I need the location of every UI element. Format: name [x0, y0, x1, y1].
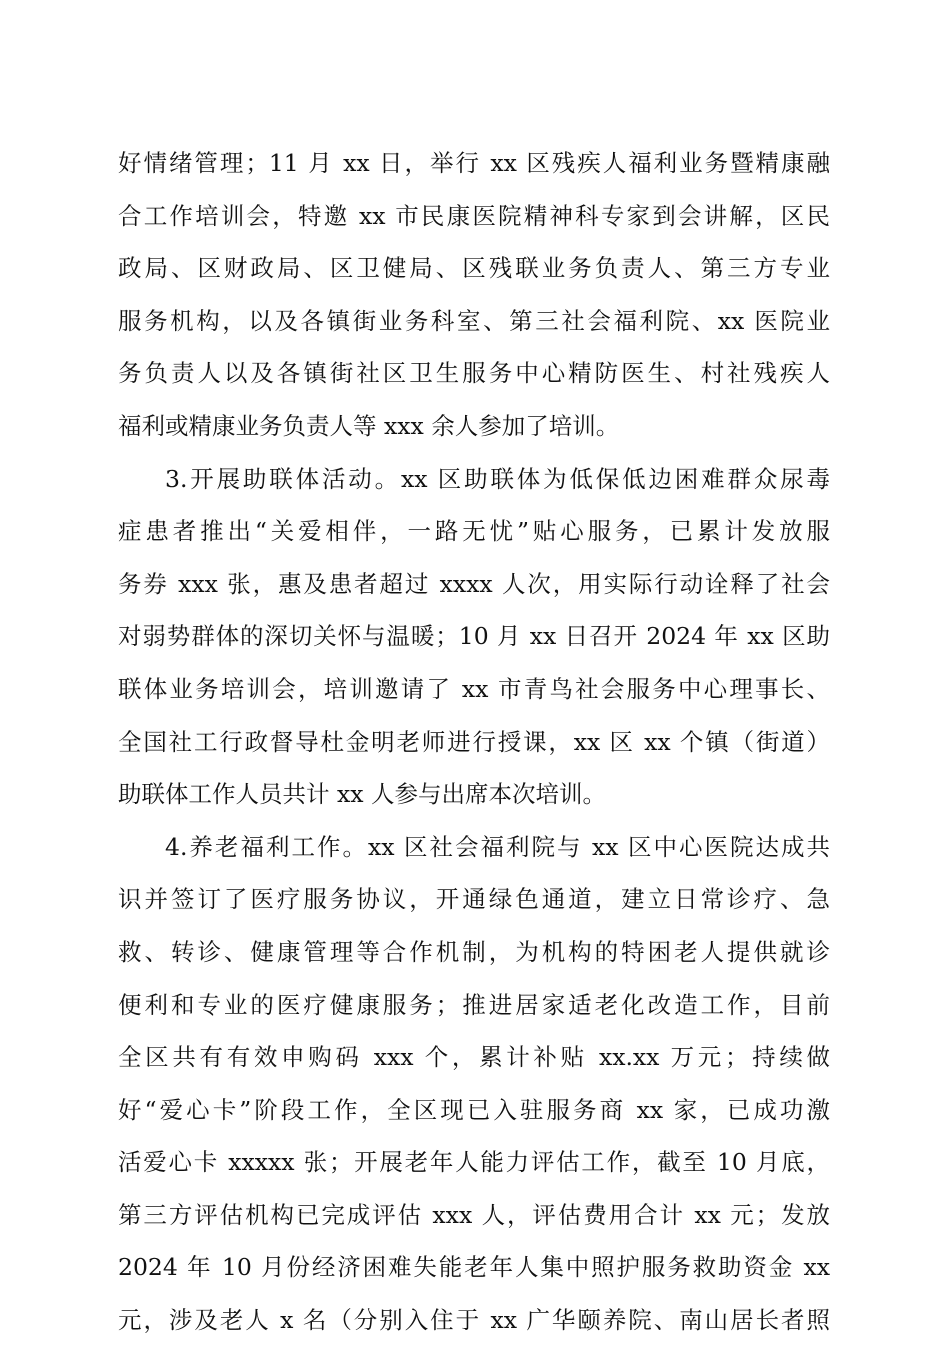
text-line: 对弱势群体的深切关怀与温暖；10 月 xx 日召开 2024 年 xx 区助 [118, 622, 830, 651]
text-line: 好“爱心卡”阶段工作，全区现已入驻服务商 xx 家，已成功激 [118, 1095, 830, 1124]
text-line: 活爱心卡 xxxxx 张；开展老年人能力评估工作，截至 10 月底， [118, 1148, 830, 1177]
text-line: 政局、区财政局、区卫健局、区残联业务负责人、第三方专业 [118, 254, 830, 283]
text-line: 福利或精康业务负责人等 xxx 余人参加了培训。 [118, 411, 620, 440]
text-line: 务券 xxx 张，惠及患者超过 xxxx 人次，用实际行动诠释了社会 [118, 569, 830, 598]
text-line: 识并签订了医疗服务协议，开通绿色通道，建立日常诊疗、急 [118, 885, 830, 914]
text-line: 元，涉及老人 x 名（分别入住于 xx 广华颐养院、南山居长者照 [118, 1306, 830, 1335]
text-line: 助联体工作人员共计 xx 人参与出席本次培训。 [118, 780, 606, 809]
text-line: 第三方评估机构已完成评估 xxx 人，评估费用合计 xx 元；发放 [118, 1200, 830, 1229]
text-line: 全国社工行政督导杜金明老师进行授课，xx 区 xx 个镇（街道） [118, 727, 830, 756]
text-line: 便利和专业的医疗健康服务；推进居家适老化改造工作，目前 [118, 990, 830, 1019]
text-line: 合工作培训会，特邀 xx 市民康医院精神科专家到会讲解，区民 [118, 201, 830, 230]
paragraph-4-first-line: 4.养老福利工作。xx 区社会福利院与 xx 区中心医院达成共 [165, 832, 830, 861]
paragraph-3-first-line: 3.开展助联体活动。xx 区助联体为低保低边困难群众尿毒 [165, 464, 830, 493]
text-line: 好情绪管理；11 月 xx 日，举行 xx 区残疾人福利业务暨精康融 [118, 149, 830, 177]
text-line: 2024 年 10 月份经济困难失能老年人集中照护服务救助资金 xx [118, 1253, 830, 1282]
body-text [118, 137, 830, 1347]
text-line: 症患者推出“关爱相伴，一路无忧”贴心服务，已累计发放服 [118, 517, 830, 546]
text-line: 全区共有有效申购码 xxx 个，累计补贴 xx.xx 万元；持续做 [118, 1043, 830, 1072]
text-line: 联体业务培训会，培训邀请了 xx 市青鸟社会服务中心理事长、 [118, 674, 830, 703]
text-line: 服务机构，以及各镇街业务科室、第三社会福利院、xx 医院业 [118, 306, 830, 335]
text-line: 救、转诊、健康管理等合作机制，为机构的特困老人提供就诊 [118, 937, 830, 966]
text-line: 务负责人以及各镇街社区卫生服务中心精防医生、村社残疾人 [118, 359, 830, 388]
